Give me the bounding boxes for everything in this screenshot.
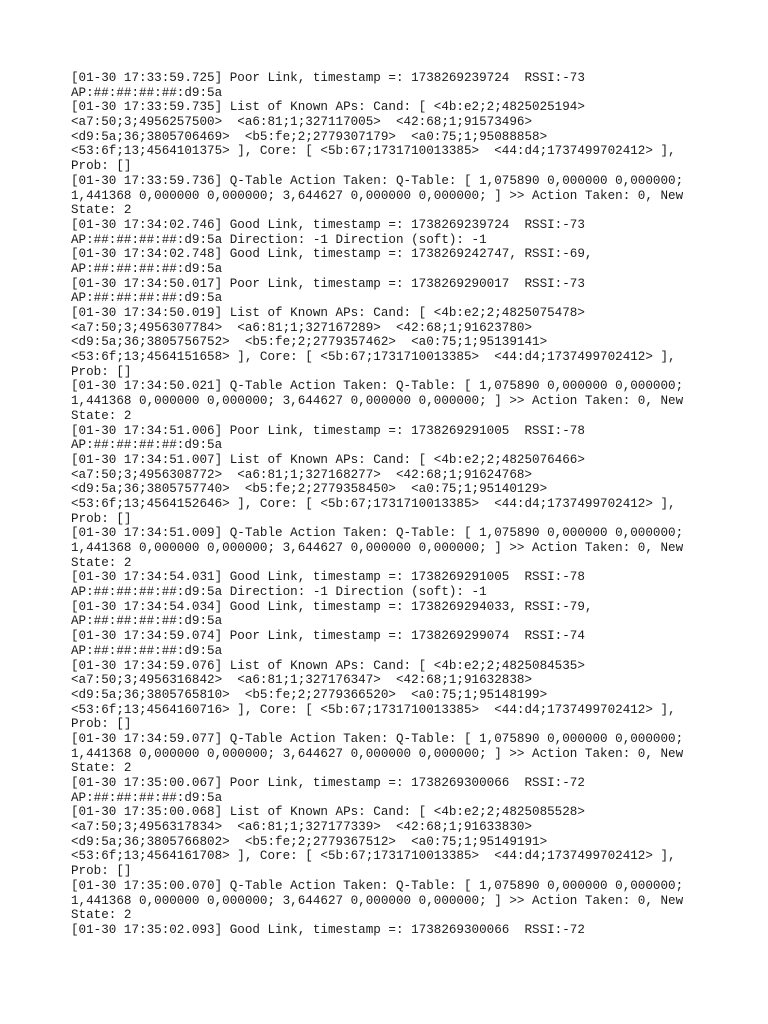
log-line: AP:##:##:##:##:d9:5a Direction: -1 Direction (soft): -1	[71, 585, 487, 600]
log-line: [01-30 17:34:50.019] List of Known APs: Cand: [ <4b:e2;2;4825075478>	[71, 306, 585, 320]
log-line: [01-30 17:34:59.076] List of Known APs: Cand: [ <4b:e2;2;4825084535>	[71, 658, 585, 673]
log-line: State: 2	[71, 908, 132, 923]
log-line: AP:##:##:##:##:d9:5a	[71, 614, 223, 629]
log-line: [01-30 17:34:50.017] Poor Link, timestamp =: 1738269290017 RSSI:-73	[71, 276, 585, 291]
log-line: <53:6f;13;4564101375> ], Core: [ <5b:67;1731710013385> <44:d4;1737499702412> ],	[71, 144, 676, 159]
log-line: AP:##:##:##:##:d9:5a	[71, 438, 223, 453]
log-line: [01-30 17:34:51.007] List of Known APs: Cand: [ <4b:e2;2;4825076466>	[71, 452, 585, 467]
log-line: 1,441368 0,000000 0,000000; 3,644627 0,000000 0,000000; ] >> Action Taken: 0, New	[71, 746, 684, 761]
log-line: AP:##:##:##:##:d9:5a	[71, 790, 223, 805]
log-line: [01-30 17:34:54.034] Good Link, timestamp =: 1738269294033, RSSI:-79,	[71, 599, 593, 614]
log-line: <a7:50;3;4956257500> <a6:81;1;327117005> <42:68;1;91573496>	[71, 115, 533, 130]
log-line: [01-30 17:33:59.735] List of Known APs: Cand: [ <4b:e2;2;4825025194>	[71, 100, 585, 115]
log-line: <d9:5a;36;3805766802> <b5:fe;2;2779367512> <a0:75;1;95149191>	[71, 834, 548, 849]
log-line: <53:6f;13;4564161708> ], Core: [ <5b:67;1731710013385> <44:d4;1737499702412> ],	[71, 849, 676, 864]
log-line: State: 2	[71, 761, 132, 776]
log-line: AP:##:##:##:##:d9:5a	[71, 261, 223, 276]
log-line: <a7:50;3;4956308772> <a6:81;1;327168277> <42:68;1;91624768>	[71, 467, 533, 482]
log-line: [01-30 17:35:00.067] Poor Link, timestamp =: 1738269300066 RSSI:-72	[71, 776, 585, 790]
log-line: [01-30 17:34:59.077] Q-Table Action Taken: Q-Table: [ 1,075890 0,000000 0,000000;	[71, 731, 684, 746]
log-line: AP:##:##:##:##:d9:5a	[71, 291, 223, 306]
log-line: Prob: []	[71, 864, 132, 879]
log-line: <53:6f;13;4564160716> ], Core: [ <5b:67;1731710013385> <44:d4;1737499702412> ],	[71, 702, 676, 717]
log-line: AP:##:##:##:##:d9:5a	[71, 643, 223, 658]
log-line: [01-30 17:34:02.748] Good Link, timestamp =: 1738269242747, RSSI:-69,	[71, 247, 593, 262]
log-line: [01-30 17:35:00.070] Q-Table Action Taken: Q-Table: [ 1,075890 0,000000 0,000000;	[71, 878, 684, 893]
log-line: 1,441368 0,000000 0,000000; 3,644627 0,000000 0,000000; ] >> Action Taken: 0, New	[71, 893, 684, 908]
log-line: AP:##:##:##:##:d9:5a	[71, 85, 223, 100]
log-text	[71, 71, 761, 938]
log-line: State: 2	[71, 203, 132, 218]
log-line: <a7:50;3;4956307784> <a6:81;1;327167289> <42:68;1;91623780>	[71, 320, 533, 335]
log-line: [01-30 17:34:02.746] Good Link, timestamp =: 1738269239724 RSSI:-73	[71, 217, 585, 232]
log-line: Prob: []	[71, 511, 132, 526]
log-line: [01-30 17:34:51.006] Poor Link, timestamp =: 1738269291005 RSSI:-78	[71, 423, 585, 438]
log-line: [01-30 17:34:59.074] Poor Link, timestamp =: 1738269299074 RSSI:-74	[71, 629, 585, 644]
log-line: <53:6f;13;4564152646> ], Core: [ <5b:67;1731710013385> <44:d4;1737499702412> ],	[71, 496, 676, 511]
log-line: State: 2	[71, 555, 132, 570]
log-line: [01-30 17:33:59.736] Q-Table Action Taken: Q-Table: [ 1,075890 0,000000 0,000000;	[71, 173, 684, 188]
log-line: State: 2	[71, 408, 132, 423]
log-line: Prob: []	[71, 364, 132, 379]
log-line: [01-30 17:33:59.725] Poor Link, timestamp =: 1738269239724 RSSI:-73	[71, 71, 585, 85]
log-line: <d9:5a;36;3805765810> <b5:fe;2;2779366520> <a0:75;1;95148199>	[71, 687, 548, 702]
log-line: 1,441368 0,000000 0,000000; 3,644627 0,000000 0,000000; ] >> Action Taken: 0, New	[71, 541, 684, 555]
log-line: <a7:50;3;4956316842> <a6:81;1;327176347> <42:68;1;91632838>	[71, 673, 533, 688]
log-line: AP:##:##:##:##:d9:5a Direction: -1 Direction (soft): -1	[71, 232, 487, 247]
log-line: [01-30 17:34:50.021] Q-Table Action Taken: Q-Table: [ 1,075890 0,000000 0,000000;	[71, 379, 684, 394]
log-line: Prob: []	[71, 159, 132, 174]
log-line: <d9:5a;36;3805706469> <b5:fe;2;2779307179> <a0:75;1;95088858>	[71, 129, 548, 144]
log-line: <d9:5a;36;3805757740> <b5:fe;2;2779358450> <a0:75;1;95140129>	[71, 482, 548, 497]
log-line: Prob: []	[71, 717, 132, 732]
log-line: [01-30 17:34:51.009] Q-Table Action Taken: Q-Table: [ 1,075890 0,000000 0,000000;	[71, 526, 684, 541]
log-line: <a7:50;3;4956317834> <a6:81;1;327177339> <42:68;1;91633830>	[71, 820, 533, 835]
log-line: <53:6f;13;4564151658> ], Core: [ <5b:67;1731710013385> <44:d4;1737499702412> ],	[71, 350, 676, 365]
log-line: [01-30 17:34:54.031] Good Link, timestamp =: 1738269291005 RSSI:-78	[71, 570, 585, 585]
log-line: <d9:5a;36;3805756752> <b5:fe;2;2779357462> <a0:75;1;95139141>	[71, 335, 548, 350]
log-line: [01-30 17:35:02.093] Good Link, timestamp =: 1738269300066 RSSI:-72	[71, 922, 585, 937]
log-line: [01-30 17:35:00.068] List of Known APs: Cand: [ <4b:e2;2;4825085528>	[71, 805, 585, 820]
log-line: 1,441368 0,000000 0,000000; 3,644627 0,000000 0,000000; ] >> Action Taken: 0, New	[71, 188, 684, 203]
log-line: 1,441368 0,000000 0,000000; 3,644627 0,000000 0,000000; ] >> Action Taken: 0, New	[71, 394, 684, 409]
